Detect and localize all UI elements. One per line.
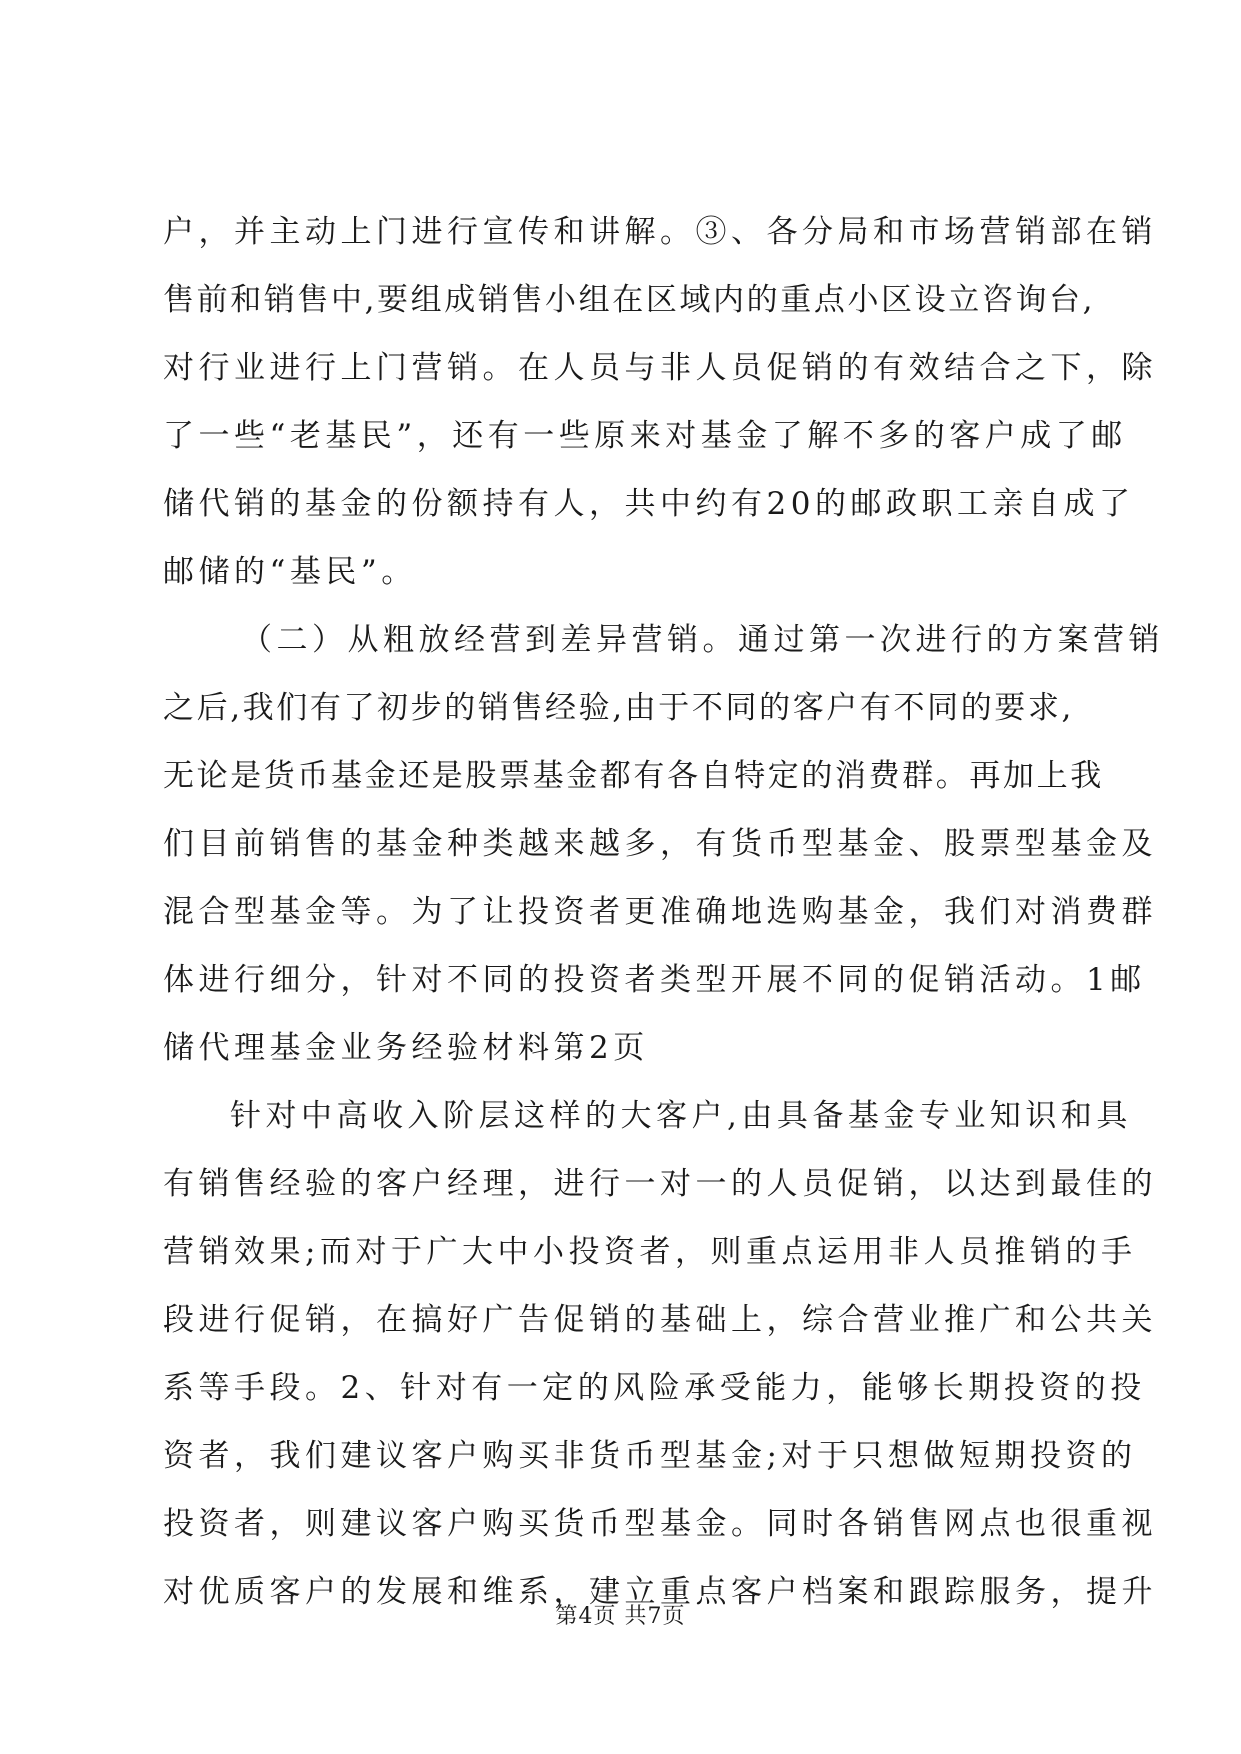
paragraph-line: 营销效果;而对于广大中小投资者，则重点运用非人员推销的手	[163, 1234, 1137, 1270]
paragraph-line: 储代销的基金的份额持有人，共中约有20的邮政职工亲自成了	[163, 486, 1135, 522]
paragraph-line: （二）从粗放经营到差异营销。通过第一次进行的方案营销	[241, 622, 1164, 658]
paragraph-line: 体进行细分，针对不同的投资者类型开展不同的促销活动。1邮	[163, 962, 1146, 998]
paragraph-line: 户，并主动上门进行宣传和讲解。③、各分局和市场营销部在销	[163, 214, 1157, 250]
paragraph-line: 邮储的“基民”。	[163, 554, 417, 590]
paragraph-line: 混合型基金等。为了让投资者更准确地选购基金，我们对消费群	[163, 894, 1157, 930]
paragraph-line: 售前和销售中,要组成销售小组在区域内的重点小区设立咨询台,	[163, 282, 1096, 318]
paragraph-line: 段进行促销，在搞好广告促销的基础上，综合营业推广和公共关	[163, 1302, 1157, 1338]
paragraph-line: 之后,我们有了初步的销售经验,由于不同的客户有不同的要求,	[163, 690, 1074, 726]
paragraph-line: 有销售经验的客户经理，进行一对一的人员促销，以达到最佳的	[163, 1166, 1157, 1202]
paragraph-line: 系等手段。2、针对有一定的风险承受能力，能够长期投资的投	[163, 1370, 1146, 1406]
paragraph-line: 储代理基金业务经验材料第2页	[163, 1030, 649, 1066]
paragraph-line: 对优质客户的发展和维系，建立重点客户档案和跟踪服务，提升	[163, 1574, 1157, 1610]
page-footer: 第4页 共7页	[555, 1604, 686, 1629]
paragraph-line: 投资者，则建议客户购买货币型基金。同时各销售网点也很重视	[163, 1506, 1157, 1542]
paragraph-line: 针对中高收入阶层这样的大客户,由具备基金专业知识和具	[230, 1098, 1132, 1134]
paragraph-line: 了一些“老基民”，还有一些原来对基金了解不多的客户成了邮	[163, 418, 1127, 454]
paragraph-line: 对行业进行上门营销。在人员与非人员促销的有效结合之下，除	[163, 350, 1157, 386]
paragraph-line: 们目前销售的基金种类越来越多，有货币型基金、股票型基金及	[163, 826, 1157, 862]
paragraph-line: 资者，我们建议客户购买非货币型基金;对于只想做短期投资的	[163, 1438, 1137, 1474]
paragraph-line: 无论是货币基金还是股票基金都有各自特定的消费群。再加上我	[163, 758, 1104, 794]
